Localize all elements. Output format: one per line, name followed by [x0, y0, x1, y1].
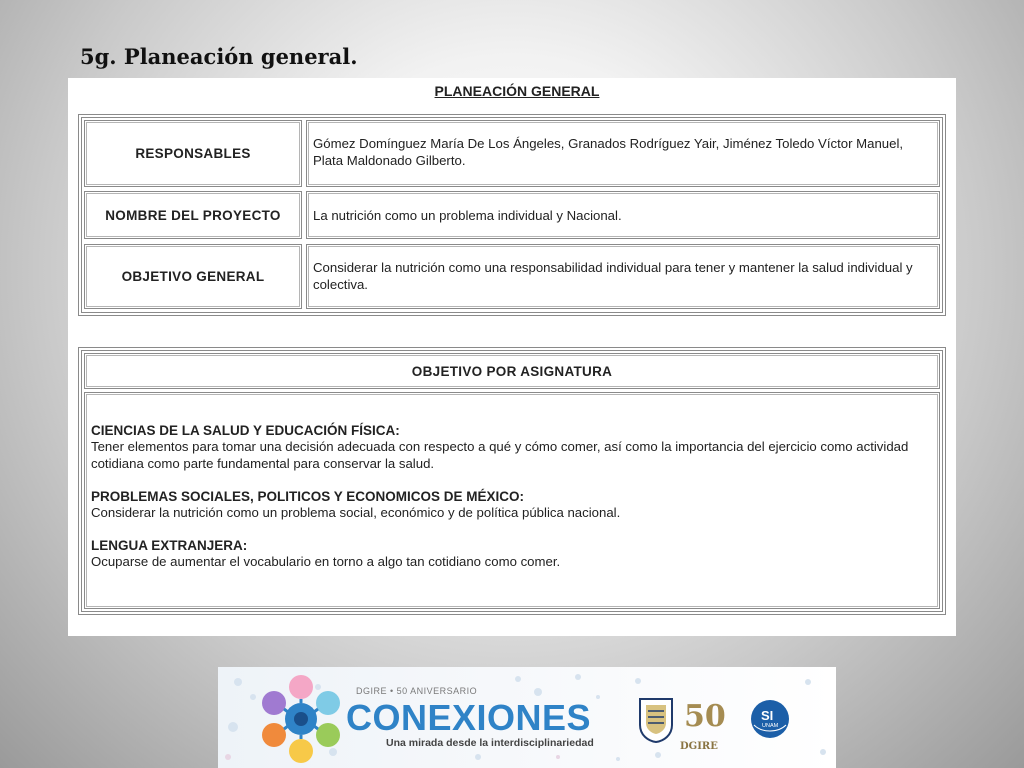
conexiones-logo-icon	[258, 673, 344, 763]
row-label-responsables: RESPONSABLES	[84, 120, 302, 187]
conexiones-banner	[218, 667, 836, 768]
conexiones-tagline: Una mirada desde la interdisciplinariedad	[386, 737, 594, 749]
anniversary-text: DGIRE • 50 ANIVERSARIO	[356, 686, 478, 696]
row-label-general-objective: OBJETIVO GENERAL	[84, 244, 302, 309]
row-value-responsables: Gómez Domínguez María De Los Ángeles, Granados Rodríguez Yair, Jiménez Toledo Víctor Manuel, Plata Maldonado Gilberto.	[306, 120, 940, 187]
row-value-general-objective: Considerar la nutrición como una responsabilidad individual para tener y mantener la salud individual y colectiva.	[306, 244, 940, 309]
subject-health-pe	[91, 423, 935, 472]
subject-objectives-body	[84, 392, 940, 609]
subject-name: PROBLEMAS SOCIALES, POLITICOS Y ECONOMICOS DE MÉXICO:	[91, 489, 525, 504]
subject-text: Ocuparse de aumentar el vocabulario en torno a algo tan cotidiano como comer.	[91, 554, 561, 569]
row-value-project-name: La nutrición como un problema individual y Nacional.	[306, 191, 940, 239]
document-title: PLANEACIÓN GENERAL	[434, 83, 600, 99]
subject-objectives-header: OBJETIVO POR ASIGNATURA	[84, 353, 940, 389]
row-label-project-name: NOMBRE DEL PROYECTO	[84, 191, 302, 239]
dgire-50-logo: 50	[684, 699, 726, 734]
subject-text: Considerar la nutrición como un problema social, económico y de política pública nacional.	[91, 505, 621, 520]
unam-shield-icon	[636, 697, 676, 743]
subject-name: LENGUA EXTRANJERA:	[91, 538, 248, 553]
slide-title: 5g. Planeación general.	[80, 44, 358, 69]
si-text: SI	[761, 708, 774, 723]
subject-text: Tener elementos para tomar una decisión adecuada con respecto a qué y cómo comer, así como la importancia del ejercicio como actividad cotidiana como parte fundamental para conservar la salud.	[91, 439, 909, 471]
subject-name: CIENCIAS DE LA SALUD Y EDUCACIÓN FÍSICA:	[91, 423, 400, 438]
dgire-text: DGIRE	[680, 741, 718, 752]
unam-text: UNAM	[762, 723, 779, 729]
subject-foreign-language	[91, 538, 935, 570]
subject-social-problems	[91, 489, 935, 521]
planning-document	[68, 78, 956, 636]
conexiones-wordmark: CONEXIONES	[346, 697, 592, 738]
